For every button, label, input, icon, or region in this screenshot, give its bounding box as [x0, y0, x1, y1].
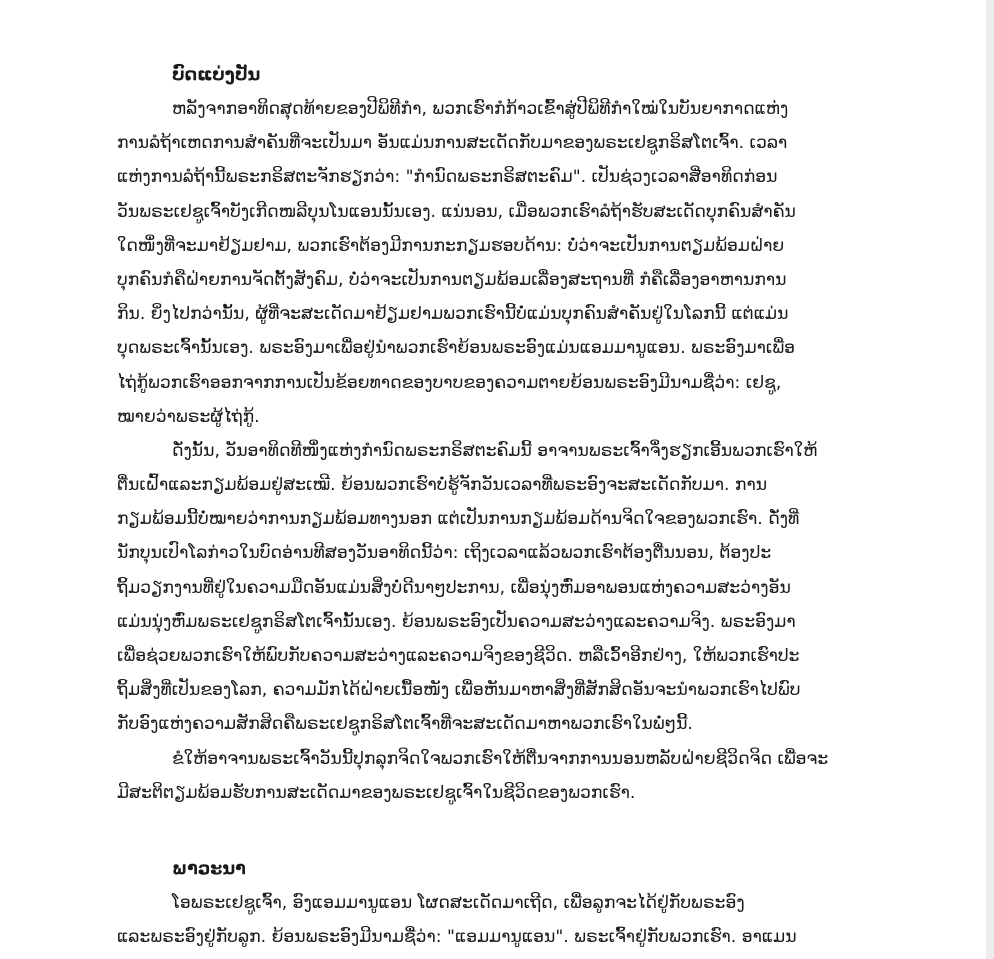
text-line: ແຫ່ງການລໍຖ້ານີ້ພຣະກຣິສຕະຈັກຮຽກວ່າ: "ກຳນົດພຣະກຣິສຕະຄົມ". ເປັນຊ່ວງເວລາສີ່ອາທິດກ່ອນ — [117, 167, 778, 188]
text-line: ໄຖ່ກູ້ພວກເຮົາອອກຈາກການເປັນຂ້ອຍທາດຂອງບາບຂອງຄວາມຕາຍຍ້ອນພຣະອົງມີນາມຊື່ວ່າ: ເຢຊູ, — [117, 372, 782, 393]
text-line: ແລະພຣະອົງຢູ່ກັບລູກ. ຍ້ອນພຣະອົງມີນາມຊື່ວ່າ: "ແອມມານູແອນ". ພຣະເຈົ້າຢູ່ກັບພວກເຮົາ. ອາແມນ — [117, 927, 797, 948]
text-line: ເພື່ອຊ່ວຍພວກເຮົາໃຫ້ພົບກັບຄວາມສະວ່າງແລະຄວາມຈິງຂອງຊີວິດ. ຫລືເວົ້າອີກຢ່າງ, ໃຫ້ພວກເຮົາປະ — [117, 646, 800, 666]
text-line: ຕື່ນເຝົ້າແລະກຽມພ້ອມຢູ່ສະເໝີ. ຍ້ອນພວກເຮົາບໍ່ຮູ້ຈັກວັນເວລາທີ່ພຣະອົງຈະສະເດັດກັບມາ. ການ — [117, 475, 768, 496]
text-line: ຖິ້ມສິ່ງທີ່ເປັນຂອງໂລກ, ຄວາມມັກໄດ້ຝ່າຍເນື້ອໜັງ ເພື່ອຫັນມາຫາສິ່ງທີ່ສັກສິດອັນຈະນຳພວກເຮົາໄປພົບ — [117, 680, 801, 701]
text-line: ໃດໜຶ່ງທີ່ຈະມາຢ້ຽມຢາມ, ພວກເຮົາຕ້ອງມີການກະກຽມຮອບດ້ານ: ບໍ່ວ່າຈະເປັນການຕຽມພ້ອມຝ່າຍ — [117, 235, 785, 256]
text-line: ຖິ້ມວຽກງານທີ່ຢູ່ໃນຄວາມມືດອັນແມ່ນສິ່ງບໍ່ດີນາໆປະການ, ເພື່ອນຸ່ງຫົ່ມອາພອນແຫ່ງຄວາມສະວ່າງອັນ — [117, 577, 791, 598]
prayer-paragraph — [117, 886, 877, 954]
text-line: ໝາຍວ່າພຣະຜູ້ໄຖ່ກູ້. — [117, 406, 260, 427]
section-spacer — [117, 810, 877, 852]
text-line: ວັນພຣະເຢຊູເຈົ້າບັງເກີດໜລີບຸນໂນແອນນັ້ນເອງ. ແນ່ນອນ, ເມື່ອພວກເຮົາລໍຖ້າຮັບສະເດັດບຸກຄົນສຳຄັນ — [117, 201, 796, 222]
reflection-paragraph-3 — [117, 742, 877, 810]
vertical-scrollbar[interactable] — [986, 0, 994, 959]
text-line: ຫລັງຈາກອາທິດສຸດທ້າຍຂອງປີພິທີກຳ, ພວກເຮົາກໍກ້າວເຂົ້າສູ່ປີພິທີກຳໃໝ່ໃນບັນຍາກາດແຫ່ງ — [172, 99, 789, 119]
document-content — [117, 58, 877, 954]
text-line: ແມ່ນນຸ່ງຫົ່ມພຣະເຢຊູກຣິສໂຕເຈົ້ານັ້ນເອງ. ຍ້ອນພຣະອົງເປັນຄວາມສະວ່າງແລະຄວາມຈິງ. ພຣະອົງມາ — [117, 611, 796, 632]
text-line: ບຸດພຣະເຈົ້ານັ້ນເອງ. ພຣະອົງມາເພື່ອຢູ່ນຳພວກເຮົາຍ້ອນພຣະອົງແມ່ນແອມມານູແອນ. ພຣະອົງມາເພື່ອ — [117, 338, 796, 359]
text-line: ກຽມພ້ອມນີ້ບໍ່ໝາຍວ່າການກຽມພ້ອມທາງນອກ ແຕ່ເປັນການກຽມພ້ອມດ້ານຈິດໃຈຂອງພວກເຮົາ. ດັ່ງທີ່ — [117, 509, 800, 530]
text-line: ກັບອົງແຫ່ງຄວາມສັກສິດຄືພຣະເຢຊູກຣິສໂຕເຈົ້າທີ່ຈະສະເດັດມາຫາພວກເຮົາໃນພໍ່ໆນີ້. — [117, 714, 693, 735]
text-line: ດັ່ງນັ້ນ, ວັນອາທິດທີໜຶ່ງແຫ່ງກຳນົດພຣະກຣິສຕະຄົມນີ້ ອາຈານພຣະເຈົ້າຈຶ່ງຮຽກເອີ້ນພວກເຮົາໃຫ້ — [172, 440, 818, 461]
text-line: ຂໍໃຫ້ອາຈານພຣະເຈົ້າວັນນີ້ປຸກລຸກຈິດໃຈພວກເຮົາໃຫ້ຕື່ນຈາກການນອນຫລັບຝ່າຍຊີວິດຈິດ ເພື່ອຈະ — [172, 748, 829, 769]
text-line: ການລໍຖ້າເຫດການສຳຄັນທີ່ຈະເປັນມາ ອັນແມ່ນການສະເດັດກັບມາຂອງພຣະເຢຊູກຣິສໂຕເຈົ້າ. ເວລາ — [117, 133, 788, 154]
text-line: ກິນ. ຍິ່ງໄປກວ່ານັ້ນ, ຜູ້ທີ່ຈະສະເດັດມາຢ້ຽມຢາມພວກເຮົານີ້ບໍ່ແມ່ນບຸກຄົນສຳຄັນຢູ່ໃນໂລກນີ້ ແຕ່ແມ່ນ — [117, 304, 789, 325]
prayer-heading: ພາວະນາ — [172, 858, 246, 879]
text-line: ບຸກຄົນກໍຄືຝ່າຍການຈັດຕັ້ງສັງຄົມ, ບໍ່ວ່າຈະເປັນການຕຽມພ້ອມເລື່ອງສະຖານທີ່ ກໍຄືເລື່ອງອາຫານການ — [117, 269, 787, 290]
reflection-paragraph-1 — [117, 92, 877, 434]
text-line: ນັກບຸນເປົາໂລກ່າວໃນບົດອ່ານທີສອງວັນອາທິດນີ້ວ່າ: ເຖິງເວລາແລ້ວພວກເຮົາຕ້ອງຕື່ນນອນ, ຕ້ອງປະ — [117, 543, 772, 564]
text-line: ໂອພຣະເຢຊູເຈົ້າ, ອົງແອມມານູແອນ ໂຜດສະເດັດມາເຖີດ, ເພື່ອລູກຈະໄດ້ຢູ່ກັບພຣະອົງ — [172, 892, 745, 913]
text-line: ມີສະຕິຕຽມພ້ອມຮັບການສະເດັດມາຂອງພຣະເຢຊູເຈົ້າໃນຊີວິດຂອງພວກເຮົາ. — [117, 782, 636, 803]
reflection-paragraph-2 — [117, 434, 877, 742]
reflection-heading: ບົດແບ່ງປັນ — [172, 65, 261, 85]
